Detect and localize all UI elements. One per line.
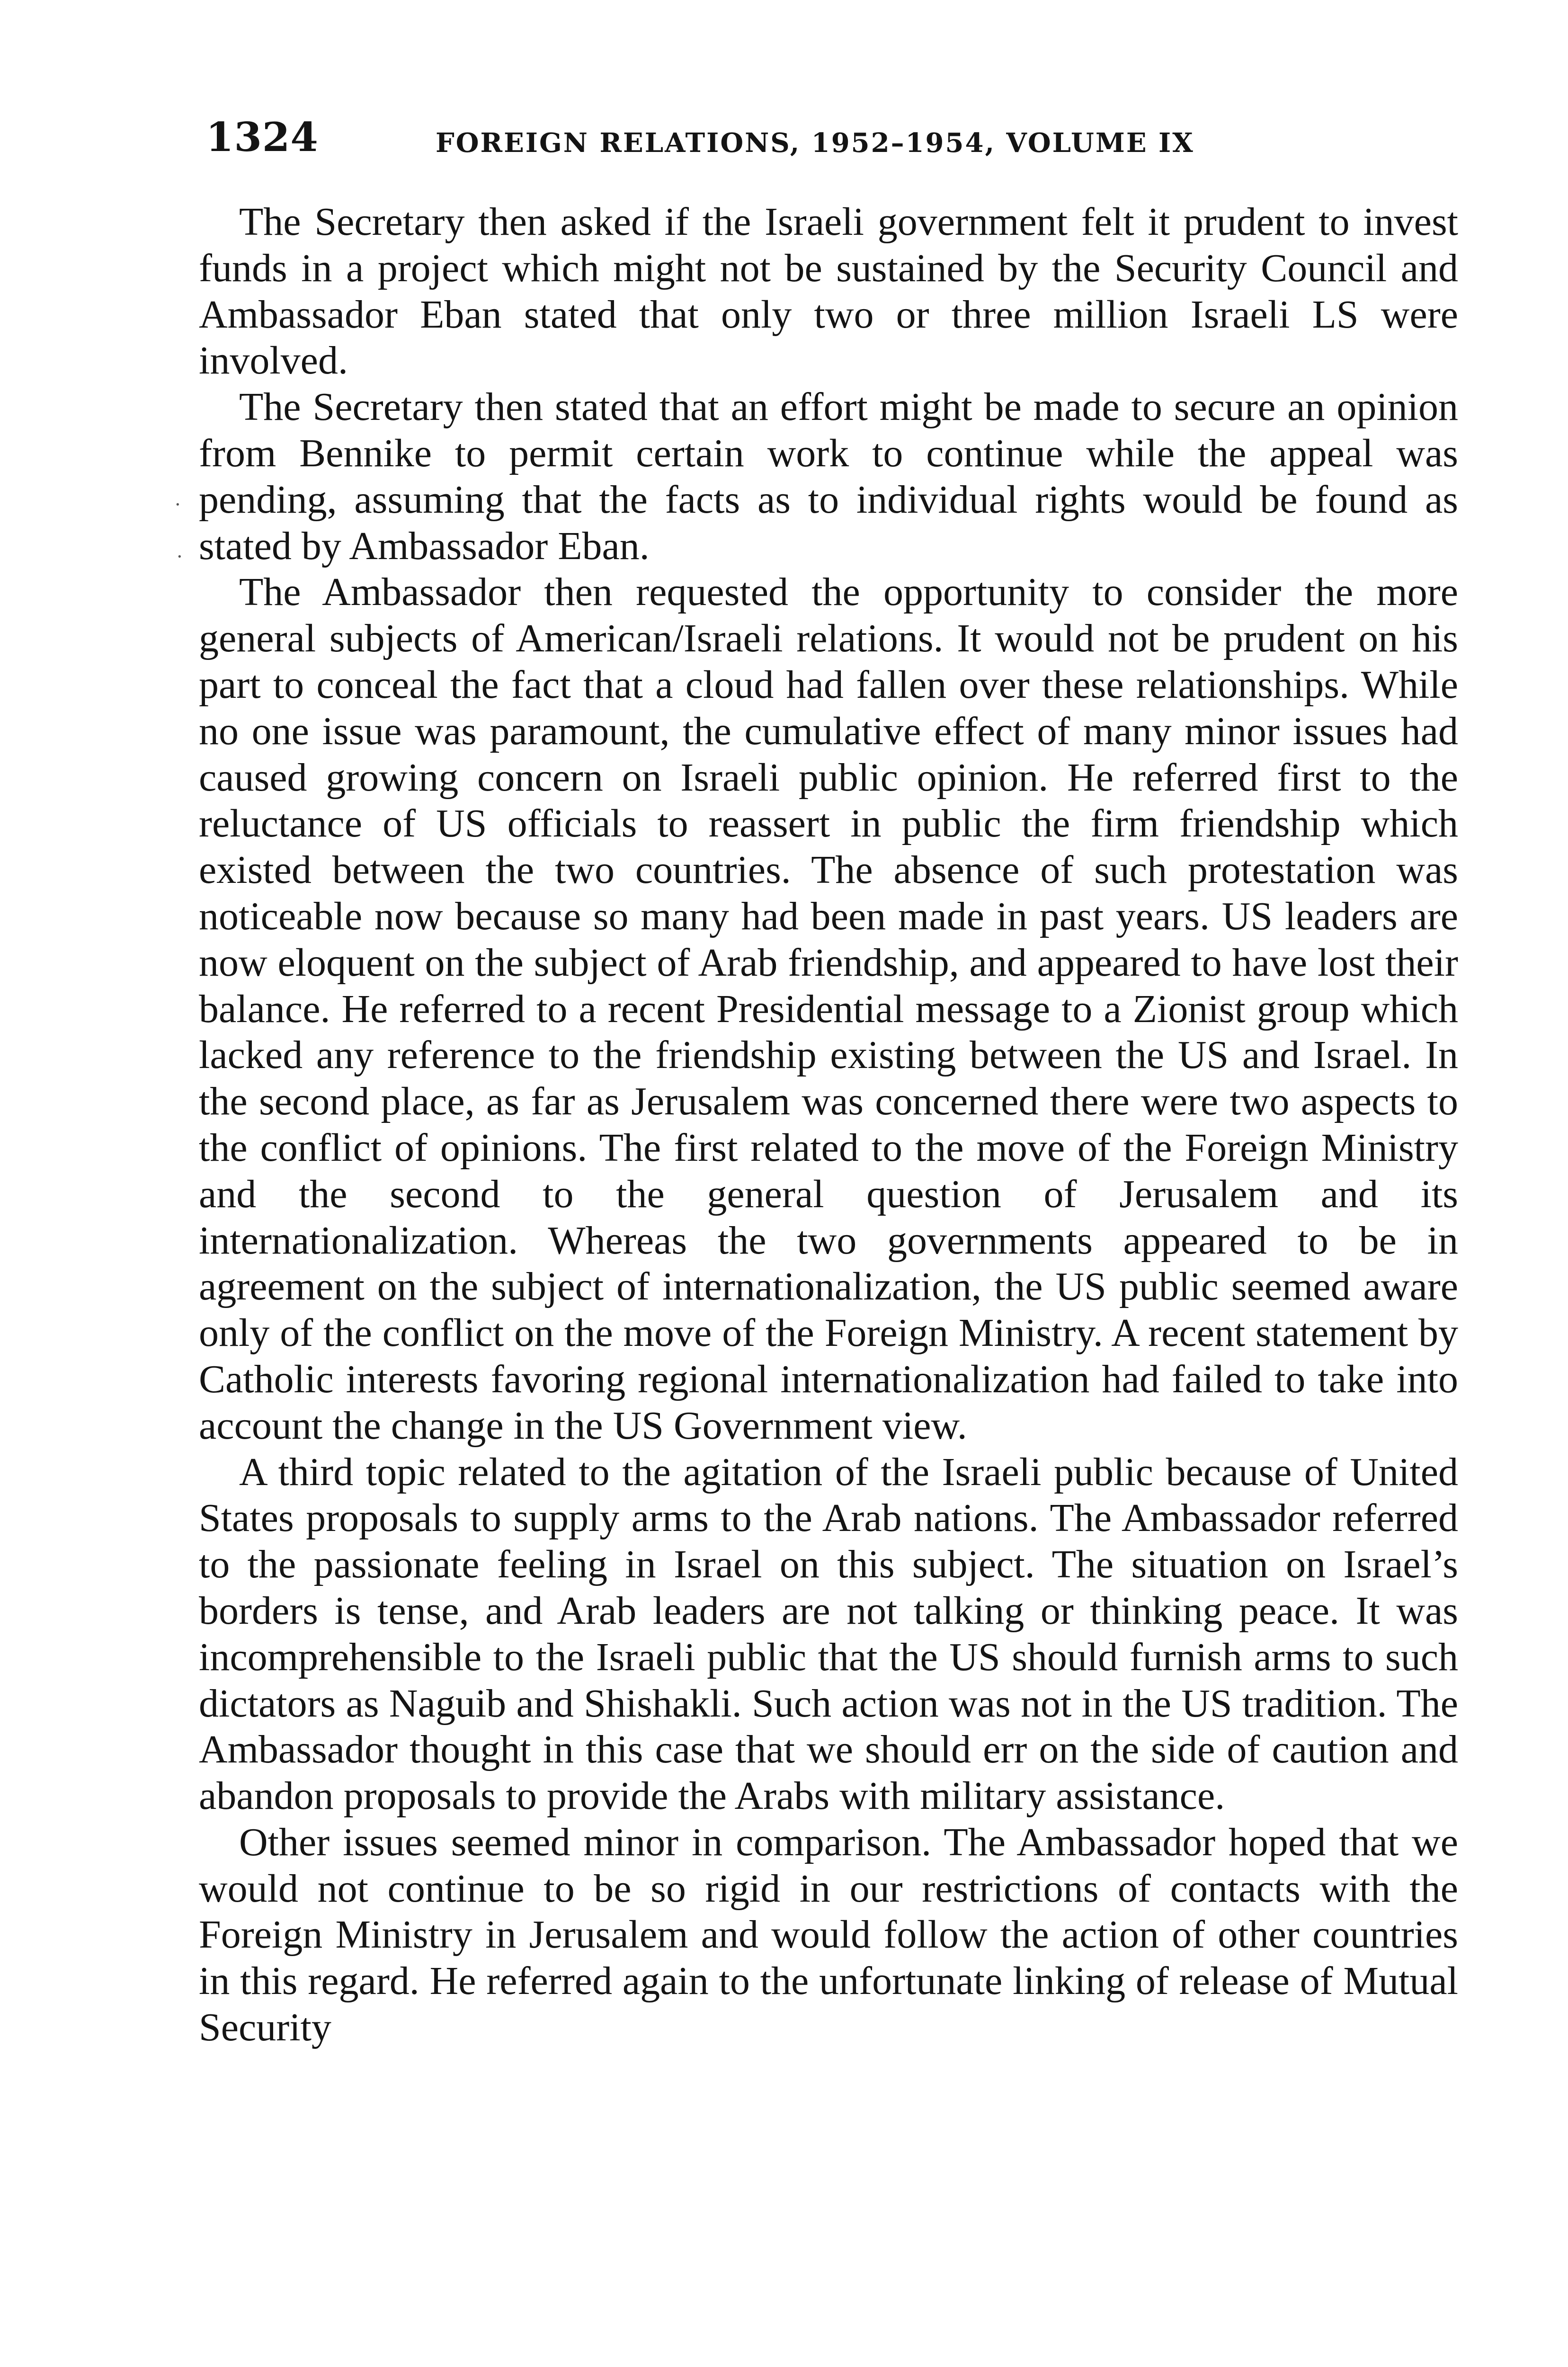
paragraph: The Secretary then stated that an effort might be made to secure an opinion from Bennike to permit certain work to continue while the appeal was pending, assuming that the facts as to individual rights would be found as stated by Ambassador Eban. xyxy=(199,385,1458,568)
page-number: 1324 xyxy=(206,114,319,160)
margin-mark: · xyxy=(174,493,181,516)
paragraph: The Ambassador then requested the opportunity to consider the more general subjects of American/Israeli relations. It would not be prudent on his part to conceal the fact that a cloud had fallen over these relationships. While no one issue was paramount, the cumulative effect of many minor issues had caused growing concern on Israeli public opinion. He referred first to the reluctance of US officials to reassert in public the firm friendship which existed between the two countries. The absence of such protestation was noticeable now because so many had been made in past years. US leaders are now eloquent on the subject of Arab friendship, and appeared to have lost their balance. He referred to a recent Presidential message to a Zionist group which lacked any reference to the friendship existing between the US and Israel. In the second place, as far as Jerusalem was concerned there were two aspects to the conflict of opinions. The first related to the move of the Foreign Ministry and the second to the general question of Jerusalem and its internationalization. Whereas the two governments appeared to be in agreement on the subject of internationalization, the US public seemed aware only of the conflict on the move of the Foreign Ministry. A recent statement by Catholic interests favoring regional internationalization had failed to take into account the change in the US Government view. xyxy=(199,570,1458,1448)
body-text xyxy=(199,199,1458,2051)
margin-mark: · xyxy=(176,545,183,568)
paragraph: A third topic related to the agitation of the Israeli public because of United States proposals to supply arms to the Arab nations. The Ambassador referred to the passionate feeling in Israel on this subject. The situation on Israel’s borders is tense, and Arab leaders are not talking or thinking peace. It was incomprehensible to the Israeli public that the US should furnish arms to such dictators as Naguib and Shishakli. Such action was not in the US tradition. The Ambassador thought in this case that we should err on the side of caution and abandon proposals to provide the Arabs with military assistance. xyxy=(199,1450,1458,1818)
running-head: FOREIGN RELATIONS, 1952–1954, VOLUME IX xyxy=(436,127,1194,159)
page-header xyxy=(206,114,1456,166)
paragraph: Other issues seemed minor in comparison. The Ambassador hoped that we would not continue to be so rigid in our restrictions of contacts with the Foreign Ministry in Jerusalem and would follow the action of other countries in this regard. He referred again to the unfortunate linking of release of Mutual Security xyxy=(199,1820,1458,2050)
paragraph: The Secretary then asked if the Israeli government felt it prudent to invest funds in a project which might not be sustained by the Security Council and Ambassador Eban stated that only two or three million Israeli LS were involved. xyxy=(199,200,1458,383)
